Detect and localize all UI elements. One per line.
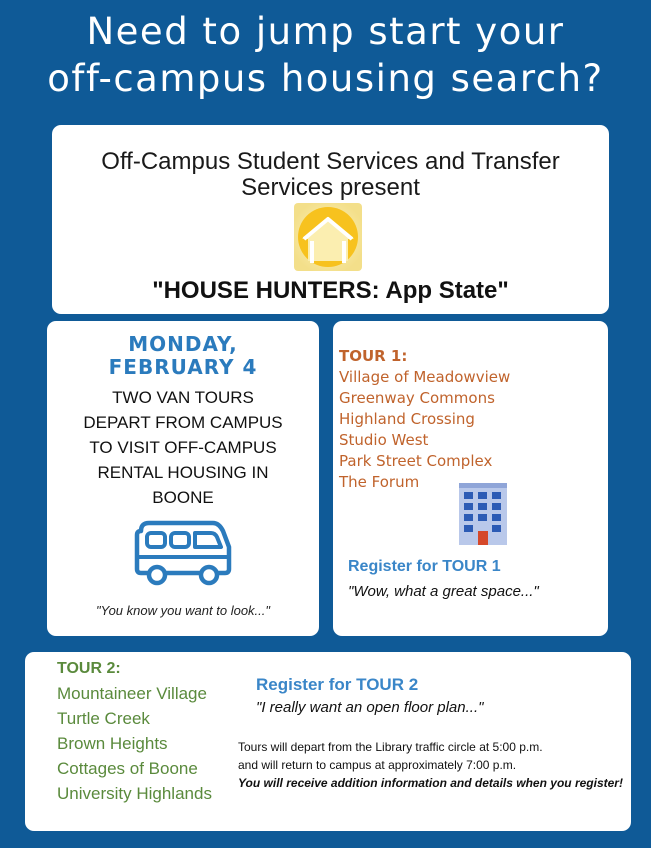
tour1-quote: "Wow, what a great space..." [348,583,539,600]
list-item: Brown Heights [57,734,168,753]
list-item: Mountaineer Village [57,684,207,703]
list-item: Studio West [339,431,429,449]
event-day: MONDAY, [128,332,238,356]
list-item: Park Street Complex [339,452,493,470]
register-tour1-link[interactable]: Register for TOUR 1 [348,558,501,575]
list-item: Turtle Creek [57,709,150,728]
register-tour2-link[interactable]: Register for TOUR 2 [256,675,419,694]
tour1-heading: TOUR 1: [339,347,408,365]
details-line-1: Tours will depart from the Library traffic circle at 5:00 p.m. [238,740,543,754]
description-line-2: DEPART FROM CAMPUS [83,413,283,432]
description-line-3: TO VISIT OFF-CAMPUS [89,438,277,457]
bus-icon [133,517,233,587]
monday-card [47,321,319,636]
event-description [47,385,319,510]
tour2-quote: "I really want an open floor plan..." [256,699,484,716]
list-item: University Highlands [57,784,212,803]
event-date [47,333,319,379]
intro-line-2: Services present [241,174,420,201]
list-item: The Forum [339,473,420,491]
tour2-heading: TOUR 2: [57,660,121,677]
apartment-building-icon [455,479,511,545]
headline-line-1: Need to jump start your [86,10,565,53]
list-item: Highland Crossing [339,410,475,428]
details-line-2: and will return to campus at approximately 7:00 p.m. [238,758,517,772]
description-line-4: RENTAL HOUSING IN [97,463,269,482]
intro-presenters [52,149,609,201]
list-item: Cottages of Boone [57,759,198,778]
tour-details [238,738,623,792]
headline [0,8,651,102]
description-line-1: TWO VAN TOURS [112,388,254,407]
details-note: You will receive addition information and details when you register! [238,776,623,790]
event-title: "HOUSE HUNTERS: App State" [152,277,509,304]
tour1-card [333,321,608,636]
intro-card [52,125,609,314]
list-item: Village of Meadowview [339,368,511,386]
headline-line-2: off-campus housing search? [47,57,604,100]
monday-quote: "You know you want to look..." [96,603,270,618]
tour2-locations [57,681,212,806]
intro-line-1: Off-Campus Student Services and Transfer [101,148,560,175]
tour2-card [25,652,631,831]
tour1-locations [339,367,510,493]
house-sun-icon [290,201,366,273]
list-item: Greenway Commons [339,389,495,407]
description-line-5: BOONE [152,488,214,507]
event-date-value: FEBRUARY 4 [108,355,258,379]
